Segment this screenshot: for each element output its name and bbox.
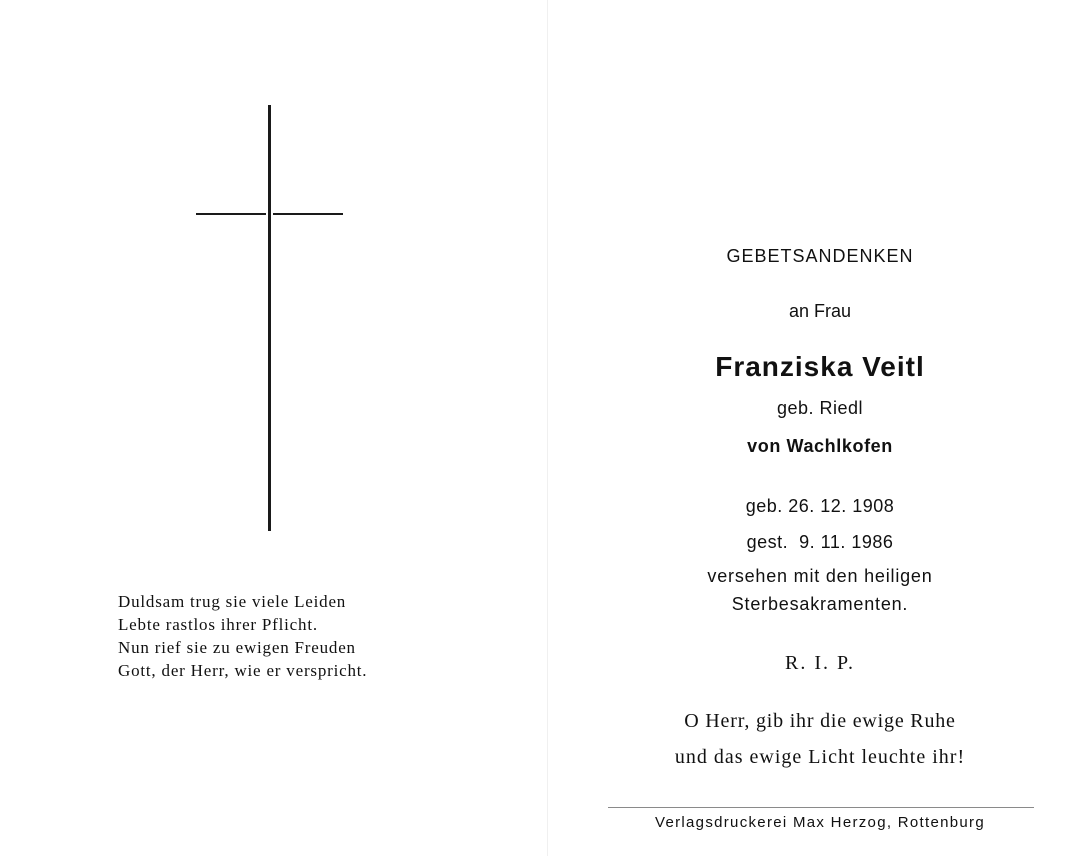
deceased-name: Franziska Veitl — [715, 351, 925, 382]
prayer-line-2: und das ewige Licht leuchte ihr! — [674, 746, 966, 768]
rip-text: R. I. P. — [785, 652, 855, 674]
maiden-name: geb. Riedl — [776, 398, 864, 418]
birth-date: geb. 26. 12. 1908 — [745, 496, 895, 516]
verse-line: Gott, der Herr, wie er verspricht. — [118, 661, 368, 680]
verse-line: Nun rief sie zu ewigen Freuden — [118, 638, 356, 657]
place-of-origin: von Wachlkofen — [747, 436, 893, 456]
prayer-line-1: O Herr, gib ihr die ewige Ruhe — [684, 710, 956, 732]
printer-imprint: Verlagsdruckerei Max Herzog, Rottenburg — [654, 814, 985, 831]
fold-line — [547, 0, 548, 856]
cross-upright — [268, 105, 271, 531]
verse-line: Duldsam trug sie viele Leiden — [118, 592, 347, 611]
death-date: gest. 9. 11. 1986 — [746, 532, 894, 552]
salutation: an Frau — [788, 301, 852, 321]
card-heading: GEBETSANDENKEN — [726, 246, 914, 266]
sacraments-line-2: Sterbesakramenten. — [731, 594, 909, 614]
memorial-verse — [118, 590, 458, 682]
sacraments-line-1: versehen mit den heiligen — [707, 566, 933, 586]
verse-line: Lebte rastlos ihrer Pflicht. — [118, 615, 318, 634]
footer-rule — [608, 807, 1034, 808]
